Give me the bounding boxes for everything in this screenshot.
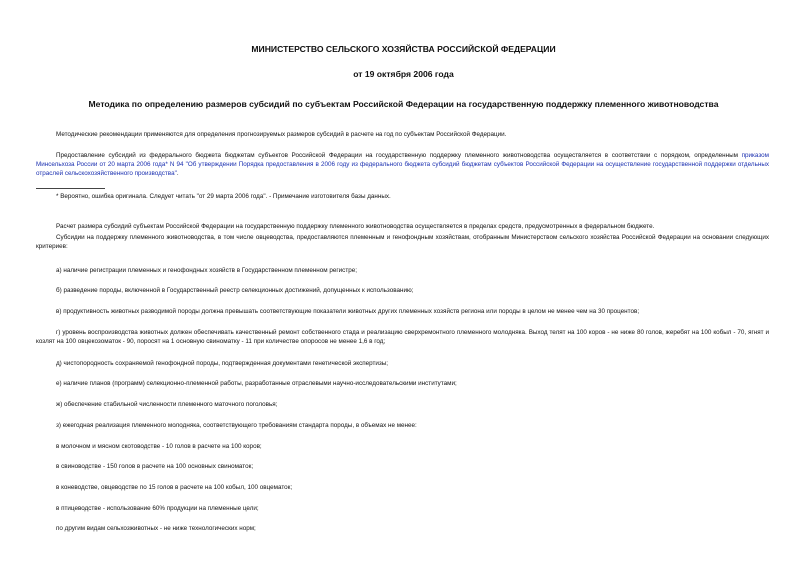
order-link[interactable]: приказом Минсельхоза России от 20 марта 2006 года* N 94 "Об утверждении Порядка предоставления в 2006 году из федерального бюджета субсидий бюджетам субъектов Российской Федерации на осуществление государственной поддержки отдельных отраслей сельскохозяйственного производства": [36, 152, 769, 177]
ministry-heading: МИНИСТЕРСТВО СЕЛЬСКОГО ХОЗЯЙСТВА РОССИЙСКОЙ ФЕДЕРАЦИИ: [251, 44, 556, 54]
footnote: * Вероятно, ошибка оригинала. Следует читать "от 29 марта 2006 года". - Примечание изготовителя базы данных.: [56, 193, 391, 200]
volume-dairy-beef: в молочном и мясном скотоводстве - 10 голов в расчете на 100 коров;: [56, 443, 262, 450]
criterion-b: б) разведение породы, включенной в Государственный реестр селекционных достижений, допущенных к использованию;: [56, 287, 414, 294]
subsidies-paragraph: [36, 233, 769, 251]
criterion-h: з) ежегодная реализация племенного молодняка, соответствующего требованиям стандарта породы, в объемах не менее:: [56, 422, 417, 429]
criterion-d: [36, 328, 769, 346]
intro-paragraph: Методические рекомендации применяются для определения прогнозируемых размеров субсидий в расчете на год по субъектам Российской Федерации.: [56, 131, 507, 138]
calculation-paragraph: Расчет размера субсидий субъектам Российской Федерации на государственную поддержку племенного животноводства осуществляется в пределах средств, предусмотренных в федеральном бюджете.: [56, 223, 655, 230]
volume-pigs: в свиноводстве - 150 голов в расчете на 100 основных свиноматок;: [56, 463, 254, 470]
criterion-f: е) наличие планов (программ) селекционно-племенной работы, разработанные отраслевыми научно-исследовательскими институтами;: [56, 380, 457, 387]
volume-other-animals: по другим видам сельхозживотных - не ниже технологических норм;: [56, 525, 256, 532]
document-date: от 19 октября 2006 года: [353, 69, 454, 79]
criterion-e: д) чистопородность сохраняемой генофондной породы, подтвержденная документами генетической экспертизы;: [56, 360, 389, 367]
criterion-d-text: г) уровень воспроизводства животных должен обеспечивать качественный ремонт собственного стада и реализацию сверхремонтного племенного молодняка. Выход телят на 100 коров - не ниже 80 голов, жеребят на 100 кобыл - 70, ягнят и козлят на 100 овцекозоматок - 90, поросят на 1 основную свиноматку - 11 при количестве опоросов не менее 1,6 в год;: [36, 329, 769, 345]
criterion-a: а) наличие регистрации племенных и генофондных хозяйств в Государственном племенном регистре;: [56, 267, 357, 274]
legal-basis-text-start: Предоставление субсидий из федерального бюджета бюджетам субъектов Российской Федерации на государственную поддержку племенного животноводства осуществляется в соответствии с порядком, определенным: [56, 152, 742, 159]
subsidies-text: Субсидии на поддержку племенного животноводства, в том числе овцеводства, предоставляются племенным и генофондным хозяйствам, отобранным Министерством сельского хозяйства Российской Федерации на основании следующих критериев:: [36, 234, 769, 250]
criterion-g: ж) обеспечение стабильной численности племенного маточного поголовья;: [56, 401, 278, 408]
volume-poultry: в птицеводстве - использование 60% продукции на племенные цели;: [56, 505, 259, 512]
legal-basis-paragraph: [36, 151, 769, 178]
volume-horses-sheep: в коневодстве, овцеводстве по 15 голов в расчете на 100 кобыл, 100 овцематок;: [56, 484, 293, 491]
criterion-c: в) продуктивность животных разводимой породы должна превышать соответствующие показатели животных других племенных хозяйств региона или породы в целом не менее чем на 30 процентов;: [56, 308, 640, 315]
document-title: Методика по определению размеров субсидий по субъектам Российской Федерации на государственную поддержку племенного животноводства: [88, 99, 719, 109]
legal-basis-text-end: .: [176, 170, 179, 177]
footnote-divider: [36, 188, 105, 189]
